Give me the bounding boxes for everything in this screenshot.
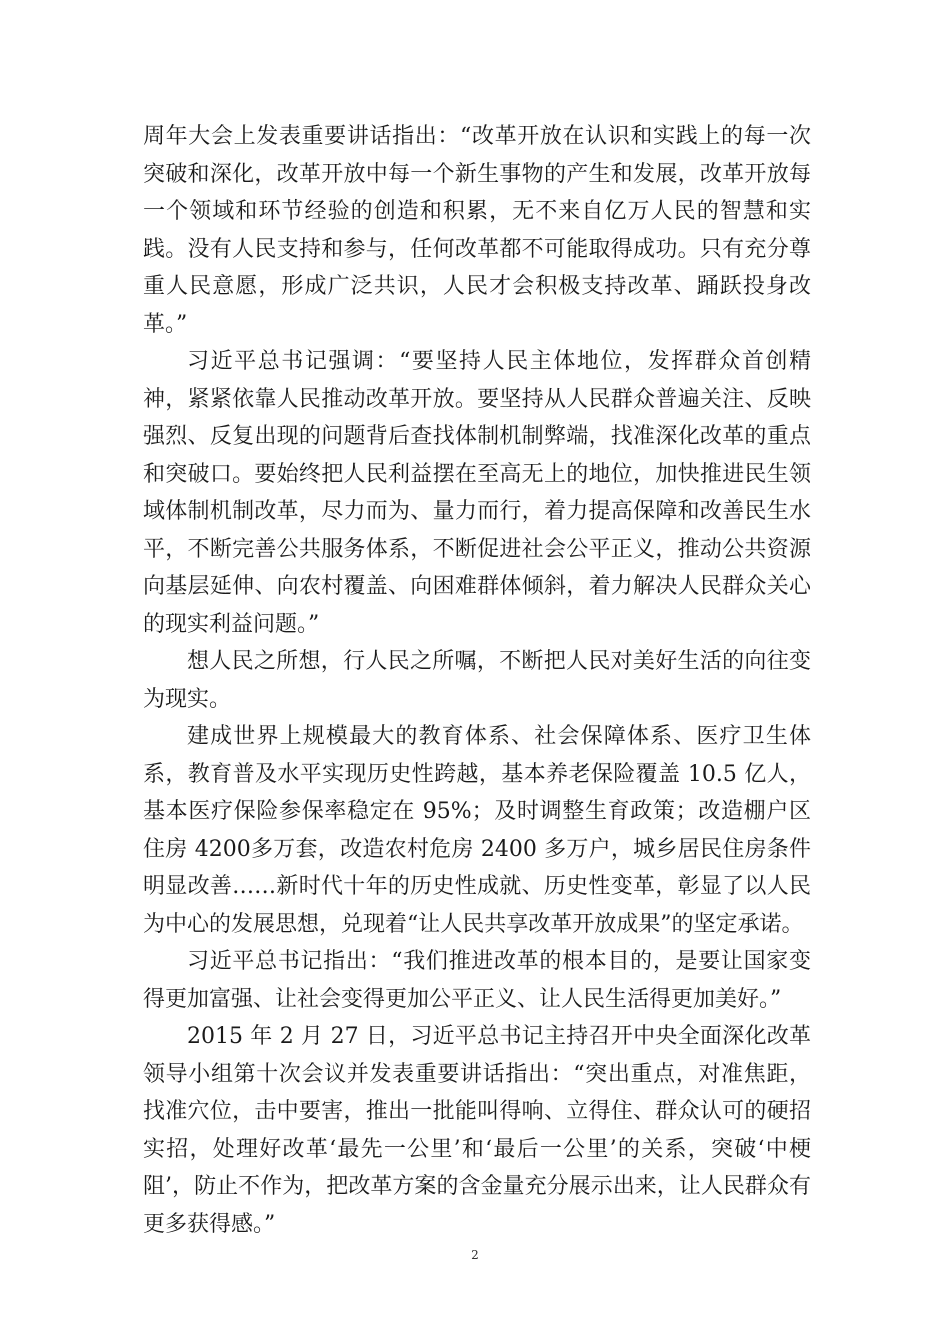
paragraph-people-aspiration: 想人民之所想，行人民之所嘱，不断把人民对美好生活的向往变为现实。 <box>143 649 811 712</box>
document-body <box>143 118 811 1243</box>
paragraph-continuation: 周年大会上发表重要讲话指出：“改革开放在认识和实践上的每一次突破和深化，改革开放中每一个新生事物的产生和发展，改革开放每一个领域和环节经验的创造和积累，无不来自亿万人民的智慧和实践。没有人民支持和参与，任何改革都不可能取得成功。只有充分尊重人民意愿，形成广泛共识，人民才会积极支持改革、踊跃投身改革。” <box>143 124 811 337</box>
paragraph-achievements: 建成世界上规模最大的教育体系、社会保障体系、医疗卫生体系，教育普及水平实现历史性跨越，基本养老保险覆盖 10.5 亿人，基本医疗保险参保率稳定在 95%；及时调整生育政策；改造棚户区住房 4200多万套，改造农村危房 2400 多万户，城乡居民住房条件明显改善……新时代十年的历史性成就、历史性变革，彰显了以人民为中心的发展思想，兑现着“让人民共享改革开放成果”的坚定承诺。 <box>143 724 811 937</box>
paragraph-emphasis-quote: 习近平总书记强调：“要坚持人民主体地位，发挥群众首创精神，紧紧依靠人民推动改革开放。要坚持从人民群众普遍关注、反映强烈、反复出现的问题背后查找体制机制弊端，找准深化改革的重点和突破口。要始终把人民利益摆在至高无上的地位，加快推进民生领域体制机制改革，尽力而为、量力而行，着力提高保障和改善民生水平，不断完善公共服务体系，不断促进社会公平正义，推动公共资源向基层延伸、向农村覆盖、向困难群体倾斜，着力解决人民群众关心的现实利益问题。” <box>143 349 811 637</box>
page-number: 2 <box>471 1248 479 1262</box>
paragraph-meeting-2015: 2015 年 2 月 27 日，习近平总书记主持召开中央全面深化改革领导小组第十次会议并发表重要讲话指出：“突出重点，对准焦距，找准穴位，击中要害，推出一批能叫得响、立得住、群众认可的硬招实招，处理好改革‘最先一公里’和‘最后一公里’的关系，突破‘中梗阻’，防止不作为，把改革方案的含金量充分展示出来，让人民群众有更多获得感。” <box>143 1024 811 1237</box>
paragraph-reform-purpose: 习近平总书记指出：“我们推进改革的根本目的，是要让国家变得更加富强、让社会变得更加公平正义、让人民生活得更加美好。” <box>143 949 811 1012</box>
